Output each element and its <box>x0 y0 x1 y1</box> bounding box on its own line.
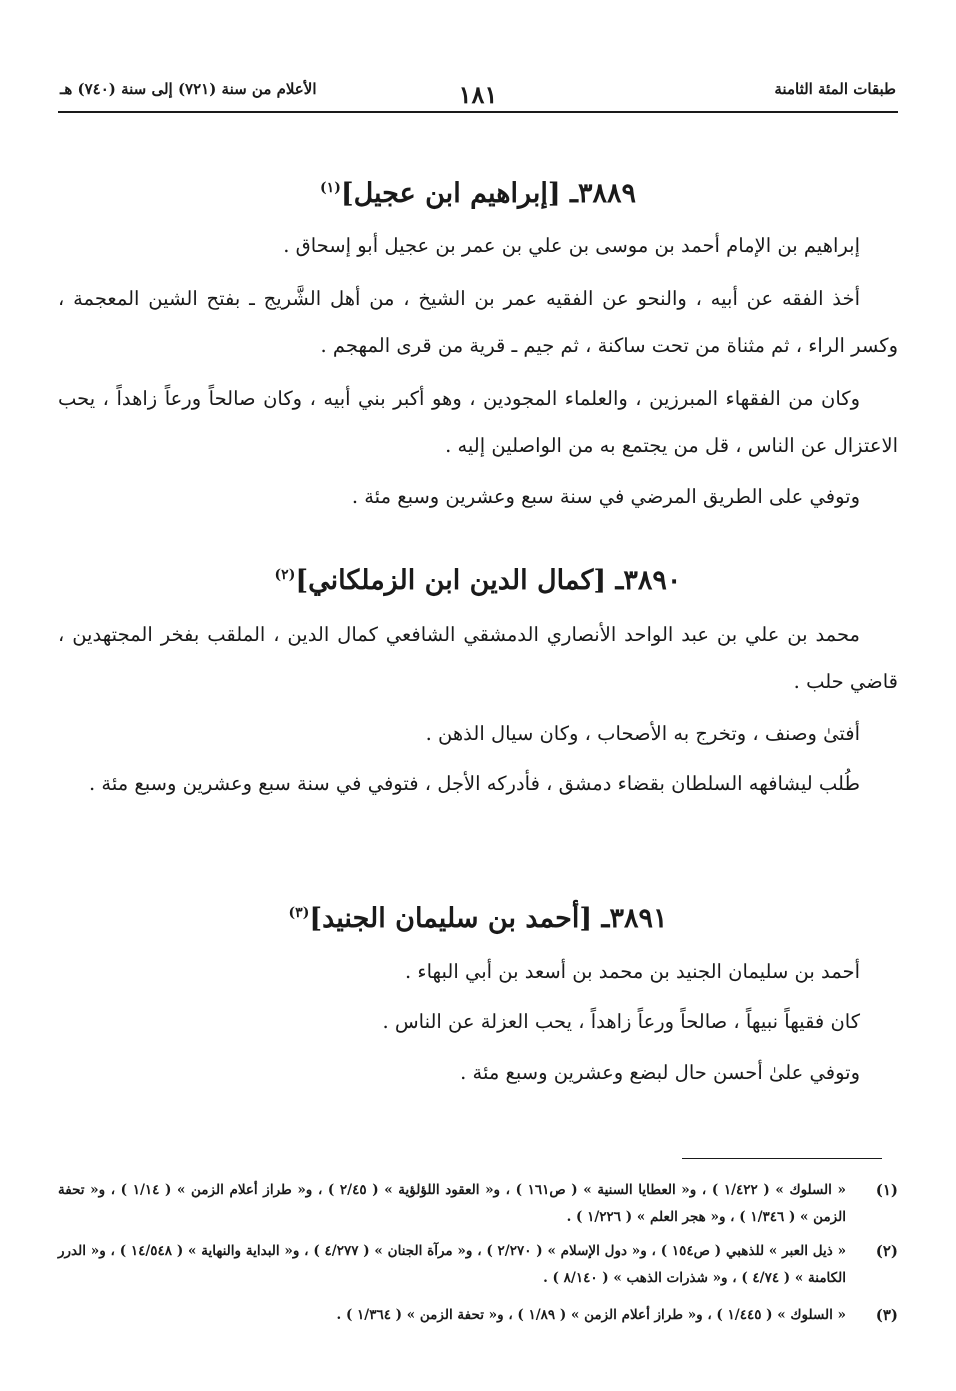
footnote-rule <box>682 1158 882 1159</box>
paragraph: وتوفي على الطريق المرضي في سنة سبع وعشرين وسبع مئة . <box>351 485 860 508</box>
footnote-ref: (١) <box>320 180 341 196</box>
paragraph: وكان من الفقهاء المبرزين ، والعلماء المجودين ، وهو أكبر بني أبيه ، وكان صالحاً ورعاً زاهداً ، يحب الاعتزال عن الناس ، قل من يجتمع به من الواصلين إليه . <box>58 387 898 457</box>
footnote-text: « السلوك » ( ١/٤٢٢ ) ، و« العطايا السنية » ( ص١٦١ ) ، و« العقود اللؤلؤية » ( ٢/٤٥ ) ، و« طراز أعلام الزمن » ( ١/١٤ ) ، و« تحفة الزمن » ( ١/٣٤٦ ) ، و« هجر العلم » ( ١/٢٢٦ ) . <box>58 1182 846 1225</box>
entry-title-3890 <box>60 555 896 601</box>
footnote-text: « ذيل العبر » للذهبي ( ص١٥٤ ) ، و« دول الإسلام » ( ٢/٢٧٠ ) ، و« مرآة الجنان » ( ٤/٢٧٧ ) ، و« البداية والنهاية » ( ١٤/٥٤٨ ) ، و« الدرر الكامنة » ( ٤/٧٤ ) ، و« شذرات الذهب » ( ٨/١٤٠ ) . <box>58 1243 847 1286</box>
range-title: الأعلام من سنة (٧٢١) إلى سنة (٧٤٠) هـ <box>60 80 317 98</box>
footnote-text: « السلوك » ( ١/٤٤٥ ) ، و« طراز أعلام الزمن » ( ١/٨٩ ) ، و« تحفة الزمن » ( ١/٣٦٤ ) . <box>336 1307 846 1323</box>
paragraph: وتوفي علىٰ أحسن حال لبضع وعشرين وسبع مئة . <box>460 1061 860 1084</box>
paragraph: كان فقيهاً نبيهاً ، صالحاً ورعاً زاهداً ، يحب العزلة عن الناس . <box>382 1010 860 1033</box>
footnote-ref: (٣) <box>288 905 310 921</box>
entry-title-text: ٣٨٩١ـ [أحمد بن سليمان الجنيد] <box>309 903 668 934</box>
footnote-number: (٣) <box>875 1306 898 1324</box>
paragraph: إبراهيم بن الإمام أحمد بن موسى بن علي بن عمر بن عجيل أبو إسحاق . <box>283 234 860 257</box>
footnote-number: (١) <box>875 1181 898 1199</box>
entry-title-3891 <box>60 893 896 939</box>
footnote-1 <box>58 1177 898 1231</box>
paragraph: أحمد بن سليمان الجنيد بن محمد بن أسعد بن أبي البهاء . <box>405 960 860 983</box>
running-header <box>60 76 896 112</box>
paragraph: أفتىٰ وصنف ، وتخرج به الأصحاب ، وكان سيال الذهن . <box>425 722 860 745</box>
entry-title-3889 <box>60 168 896 214</box>
paragraph: أخذ الفقه عن أبيه ، والنحو عن الفقيه عمر بن الشيخ ، من أهل الشَّريج ـ بفتح الشين المعجمة ، وكسر الراء ، ثم مثناة من تحت ساكنة ، ثم جيم ـ قرية من قرى المهجم . <box>58 287 898 357</box>
paragraph: طُلب ليشافهه السلطان بقضاء دمشق ، فأدركه الأجل ، فتوفي في سنة سبع وعشرين وسبع مئة . <box>88 772 860 795</box>
header-rule <box>58 111 898 113</box>
page-number: ١٨١ <box>458 80 498 109</box>
footnote-number: (٢) <box>875 1242 898 1260</box>
entry-title-text: ٣٨٨٩ـ [إبراهيم ابن عجيل] <box>340 178 636 209</box>
entry-title-text: ٣٨٩٠ـ [كمال الدين ابن الزملكاني] <box>295 565 682 596</box>
footnote-2 <box>58 1238 898 1292</box>
section-title: طبقات المئة الثامنة <box>774 80 896 98</box>
footnote-3 <box>58 1302 898 1329</box>
footnote-ref: (٢) <box>274 567 296 583</box>
paragraph: محمد بن علي بن عبد الواحد الأنصاري الدمشقي الشافعي كمال الدين ، الملقب بفخر المجتهدين ، قاضي حلب . <box>58 623 898 693</box>
